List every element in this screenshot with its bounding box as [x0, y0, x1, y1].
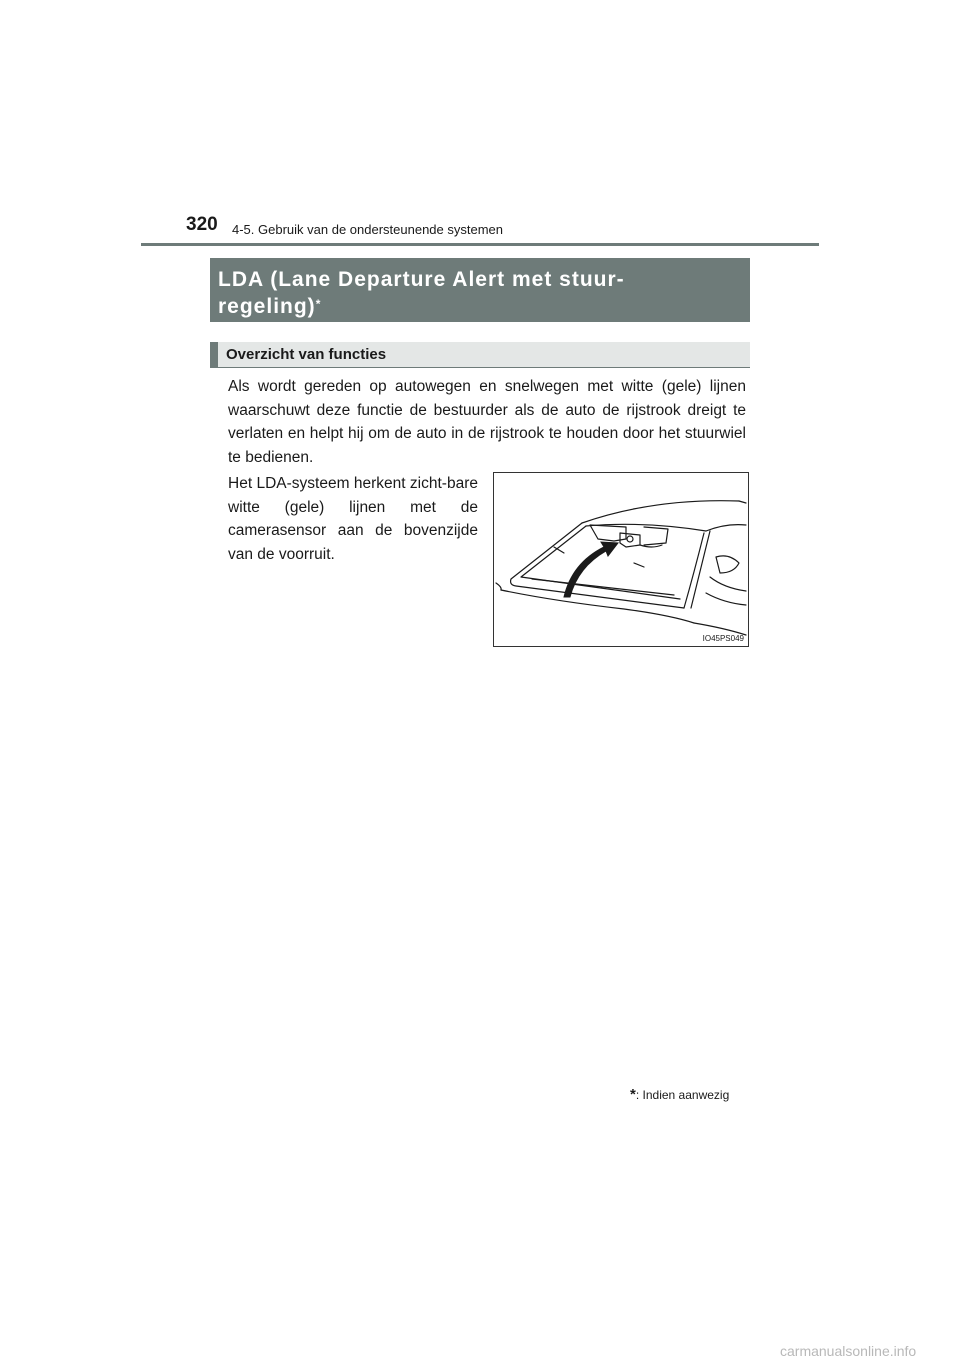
windshield-camera-illustration	[493, 472, 749, 647]
figure-code: IO45PS049	[702, 634, 744, 643]
footnote-text: : Indien aanwezig	[635, 1088, 730, 1102]
body-paragraph-camera: Het LDA-systeem herkent zicht-bare witte (gele) lijnen met de camerasensor aan de bovenzijde van de voorruit.	[228, 475, 478, 563]
section-title	[210, 258, 750, 322]
page-number: 320	[186, 214, 218, 235]
body-paragraph-overview: Als wordt gereden op autowegen en snelwegen met witte (gele) lijnen waarschuwt deze functie de bestuurder als de auto de rijstrook dreigt te verlaten en helpt hij om de auto in de rijstrook te houden door het stuurwiel te bedienen.	[228, 378, 746, 466]
section-title-line2: regeling)	[218, 295, 316, 318]
running-header: 4-5. Gebruik van de ondersteunende systemen	[232, 222, 504, 237]
footnote-marker: *	[630, 1086, 636, 1103]
watermark: carmanualsonline.info	[780, 1343, 917, 1359]
header-rule	[141, 243, 819, 246]
windshield-drawing	[494, 473, 748, 646]
section-title-line1: LDA (Lane Departure Alert met stuur-	[218, 268, 625, 291]
optional-marker: *	[315, 297, 322, 311]
subsection-title: Overzicht van functies	[210, 342, 750, 368]
footnote	[630, 1086, 729, 1103]
